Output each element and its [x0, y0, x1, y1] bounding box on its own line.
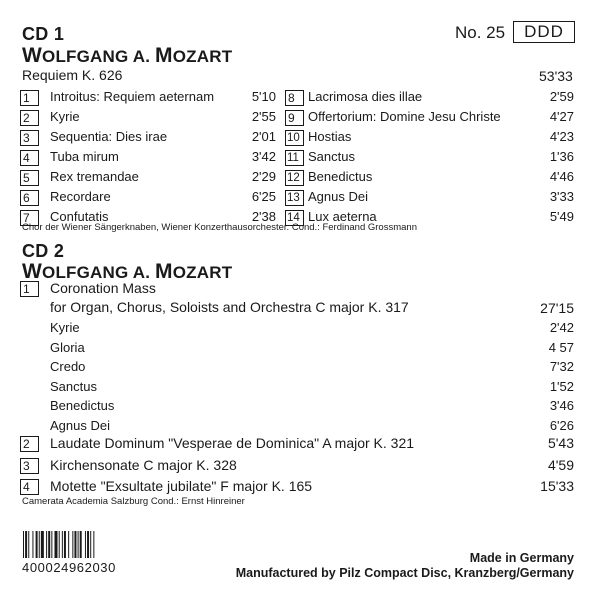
movement-time: 6'26: [549, 417, 574, 433]
barcode: [22, 531, 131, 558]
track-time: 2'38: [251, 209, 276, 224]
track-time: 6'25: [251, 189, 276, 204]
barcode-bar: [62, 531, 63, 558]
made-in-germany: Made in Germany: [469, 551, 574, 565]
barcode-bar: [39, 531, 40, 558]
barcode-bar: [68, 531, 69, 558]
barcode-bar: [46, 531, 47, 558]
track-number-box: 1: [20, 90, 39, 106]
barcode-bar: [41, 531, 44, 558]
movement-title: Credo: [50, 359, 86, 374]
barcode-number: 400024962030: [22, 560, 116, 575]
barcode-bar: [28, 531, 29, 558]
barcode-bar: [72, 531, 73, 558]
track-number-box: 3: [20, 130, 39, 146]
barcode-bar: [32, 531, 33, 558]
track-title: Sanctus: [308, 149, 355, 164]
barcode-bar: [85, 531, 86, 558]
cd2-label: CD 2: [22, 241, 65, 261]
track-time: 3'42: [251, 149, 276, 164]
cd2-performers: Camerata Academia Salzburg Cond.: Ernst Hinreiner: [22, 496, 245, 507]
track-title: Motette "Exsultate jubilate" F major K. 165: [50, 478, 313, 494]
track-number-box: 14: [285, 210, 304, 226]
track-number-box: 3: [20, 458, 39, 474]
barcode-bar: [78, 531, 79, 558]
track-title: Introitus: Requiem aeternam: [50, 89, 215, 104]
track-number-box: 11: [285, 150, 304, 166]
barcode-bar: [90, 531, 91, 558]
track-title: Laudate Dominum "Vesperae de Dominica" A major K. 321: [50, 435, 415, 451]
barcode-bar: [25, 531, 27, 558]
track-number-box: 4: [20, 150, 39, 166]
track-title: Lacrimosa dies illae: [308, 89, 423, 104]
movement-time: 2'42: [549, 320, 574, 335]
track-title: Hostias: [308, 129, 352, 144]
ddd-badge: DDD: [513, 21, 575, 43]
barcode-bar: [87, 531, 89, 558]
catalog-number: No. 25: [455, 23, 506, 42]
barcode-bar: [80, 531, 82, 558]
track-title: Rex tremandae: [50, 169, 139, 184]
track-title: Recordare: [50, 189, 111, 204]
track-title: Tuba mirum: [50, 149, 119, 164]
movement-time: 7'32: [549, 359, 574, 374]
movement-time: 1'52: [549, 378, 574, 394]
cd1-composer: WOLFGANG A. MOZART: [22, 44, 233, 67]
track-title: Agnus Dei: [308, 189, 368, 204]
barcode-bar: [93, 531, 94, 558]
track-time: 3'33: [549, 189, 574, 204]
barcode-bar: [51, 531, 52, 558]
track-time: 4'59: [547, 456, 574, 473]
track-number-box: 13: [285, 190, 304, 206]
track-title: Lux aeterna: [308, 209, 377, 224]
track-title: Offertorium: Domine Jesu Christe: [308, 109, 501, 124]
movement-title: Agnus Dei: [50, 417, 110, 433]
barcode-bar: [64, 531, 66, 558]
barcode-bar: [59, 531, 60, 558]
track-time: 1'36: [549, 149, 574, 164]
barcode-bar: [74, 531, 76, 558]
track-title: Benedictus: [308, 169, 373, 184]
cd1-performers: Chor der Wiener Sängerknaben, Wiener Konzerthausorchester. Cond.: Ferdinand Grossmann: [22, 222, 417, 233]
track-number-box: 8: [285, 90, 304, 106]
movement-title: Sanctus: [50, 378, 97, 394]
track-time: 2'59: [549, 89, 574, 104]
track-time: 4'46: [549, 169, 574, 184]
track-time: 5'10: [251, 89, 276, 104]
cd2-composer: WOLFGANG A. MOZART: [22, 260, 233, 283]
track-number-box: 1: [20, 281, 39, 297]
manufacturer-line: Manufactured by Pilz Compact Disc, Kranzberg/Germany: [235, 566, 574, 580]
movement-title: Kyrie: [50, 320, 80, 335]
coronation-mass-subtitle: for Organ, Chorus, Soloists and Orchestra C major K. 317: [50, 299, 409, 315]
barcode-bar: [23, 531, 24, 558]
barcode-bar: [55, 531, 58, 558]
track-title: Kyrie: [50, 109, 80, 124]
track-number-box: 4: [20, 479, 39, 495]
track-title: Confutatis: [50, 209, 109, 224]
movement-time: 4 57: [548, 339, 574, 355]
track-number-box: 6: [20, 190, 39, 206]
cd1-label: CD 1: [22, 24, 65, 44]
coronation-mass-time: 27'15: [540, 300, 574, 316]
track-time: 2'29: [251, 169, 276, 184]
track-time: 5'43: [547, 435, 574, 451]
barcode-bar: [36, 531, 38, 558]
track-title: Kirchensonate C major K. 328: [50, 456, 237, 473]
movement-title: Benedictus: [50, 398, 115, 413]
coronation-mass-title: Coronation Mass: [50, 280, 156, 296]
track-number-box: 2: [20, 436, 39, 452]
movement-time: 3'46: [549, 398, 574, 413]
track-number-box: 10: [285, 130, 304, 146]
barcode-bar: [48, 531, 50, 558]
track-number-box: 9: [285, 110, 304, 126]
movement-title: Gloria: [50, 339, 85, 355]
track-number-box: 2: [20, 110, 39, 126]
track-time: 15'33: [540, 478, 574, 494]
track-time: 2'01: [251, 129, 276, 144]
track-title: Sequentia: Dies irae: [50, 129, 168, 144]
cd1-total-time: 53'33: [539, 68, 573, 84]
cd1-work-title: Requiem K. 626: [22, 67, 123, 83]
track-time: 4'27: [549, 109, 574, 124]
track-number-box: 7: [20, 210, 39, 226]
track-time: 2'55: [251, 109, 276, 124]
track-time: 5'49: [549, 209, 574, 224]
track-number-box: 12: [285, 170, 304, 186]
track-time: 4'23: [549, 129, 574, 144]
track-number-box: 5: [20, 170, 39, 186]
